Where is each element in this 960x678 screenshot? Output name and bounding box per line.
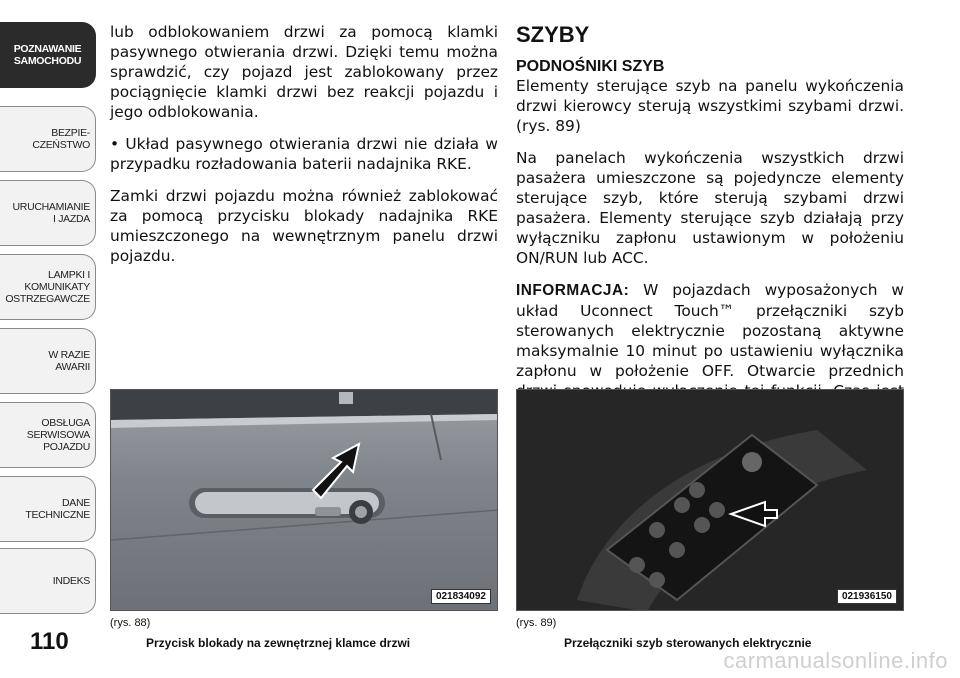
figure-reference: (rys. 89): [516, 617, 557, 629]
tab-w-razie-awarii[interactable]: W RAZIE AWARII: [0, 328, 96, 394]
left-column: [110, 22, 498, 278]
bullet-paragraph: • Układ pasywnego otwierania drzwi nie działa w przypadku rozładowania baterii nadajnika RKE.: [110, 135, 498, 173]
tab-lampki-i-komunikaty[interactable]: LAMPKI I KOMUNIKATY OSTRZEGAWCZE: [0, 254, 96, 320]
tab-bezpieczenstwo[interactable]: BEZPIE- CZEŃSTWO: [0, 106, 96, 172]
watermark: carmanualsonline.info: [723, 648, 948, 673]
page-number: 110: [30, 628, 69, 655]
figure-code: 021936150: [837, 589, 897, 604]
figure-code: 021834092: [431, 589, 491, 604]
figure-door-handle: [110, 389, 498, 611]
paragraph: Na panelach wykończenia wszystkich drzwi pasażera umieszczone są pojedyncze elementy sterujące szyb, które sterują szybami drzwi pasażera. Elementy sterujące szyb działają przy wyłączniku zapłonu ustawionym w położeniu ON/RUN lub ACC.: [516, 149, 904, 267]
section-heading: SZYBY: [516, 22, 590, 47]
tab-poznawanie-samochodu[interactable]: POZNAWANIE SAMOCHODU: [0, 22, 96, 88]
paragraph: Elementy sterujące szyb na panelu wykończenia drzwi kierowcy sterują wszystkimi szybami drzwi. (rys. 89): [516, 77, 904, 135]
tab-indeks[interactable]: INDEKS: [0, 548, 96, 614]
door-handle-illustration: [111, 390, 498, 611]
window-switches-illustration: [517, 390, 904, 611]
paragraph: Zamki drzwi pojazdu można również zablokować za pomocą przycisku blokady nadajnika RKE umieszczonego na wewnętrznym panelu drzwi pojazdu.: [110, 187, 498, 265]
tab-dane-techniczne[interactable]: DANE TECHNICZNE: [0, 476, 96, 542]
figure-caption: Przełączniki szyb sterowanych elektrycznie: [564, 636, 812, 650]
paragraph: lub odblokowaniem drzwi za pomocą klamki pasywnego otwierania drzwi. Dzięki temu można sprawdzić, czy pojazd jest zablokowany przez pociągnięcie klamki drzwi bez reakcji pojazdu i jego odblokowania.: [110, 23, 498, 121]
tab-uruchamianie-i-jazda[interactable]: URUCHAMIANIE I JAZDA: [0, 180, 96, 246]
info-label: INFORMACJA:: [516, 282, 630, 299]
tab-obsluga-serwisowa[interactable]: OBSŁUGA SERWISOWA POJAZDU: [0, 402, 96, 468]
figure-caption: Przycisk blokady na zewnętrznej klamce drzwi: [146, 636, 411, 650]
figure-reference: (rys. 88): [110, 617, 151, 629]
info-text: W pojazdach wyposażonych w układ Uconnect Touch™ przełączniki szyb sterowanych elektrycznie pozostaną aktywne maksymalnie 10 minut po ustawieniu wyłącznika zapłonu w położenie OFF. Otwarcie przednich: [516, 281, 904, 380]
subsection-heading: PODNOŚNIKI SZYB: [516, 58, 665, 75]
figure-window-switches: [516, 389, 904, 611]
